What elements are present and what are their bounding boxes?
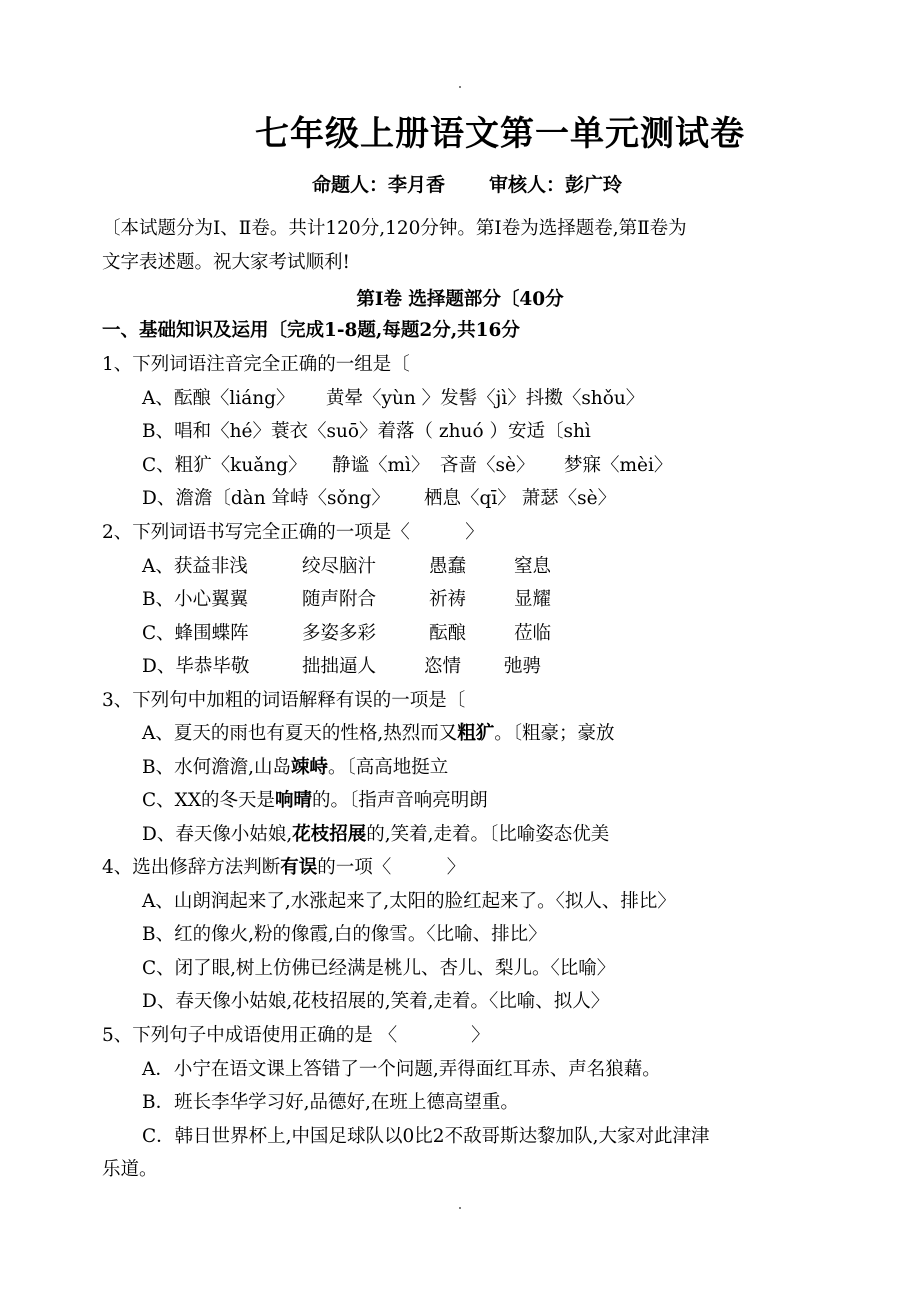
q2-a-1: A、获益非浅 — [142, 556, 248, 577]
q2-a-4: 窒息 — [514, 556, 552, 577]
q1-c-part1: C、粗犷〈kuǎng〉 — [142, 455, 307, 476]
q1-c-part4: 梦寐〈mèi〉 — [564, 455, 673, 476]
q2-a-2: 绞尽脑汁 — [302, 556, 377, 577]
q3-c-post: 的。〔指声音响亮明朗 — [312, 790, 488, 811]
q2-option-a — [142, 554, 551, 580]
q4-stem-post: 的一项〈 〉 — [317, 857, 466, 878]
q1-d-part2: 栖息〈qī〉 萧瑟〈sè〉 — [424, 488, 617, 509]
q2-c-3: 酝酿 — [429, 623, 467, 644]
q2-b-1: B、小心翼翼 — [142, 589, 249, 610]
q3-d-bold: 花枝招展 — [292, 824, 367, 845]
q4-stem-pre: 4、选出修辞方法判断 — [102, 857, 281, 878]
q3-d-post: 的,笑着,走着。〔比喻姿态优美 — [366, 824, 610, 845]
q1-d-part1: D、澹澹〔dàn 耸峙〈sǒng〉 — [142, 488, 390, 509]
q2-d-3: 恣情 — [424, 656, 462, 677]
page-title: 七年级上册语文第一单元测试卷 — [255, 114, 745, 154]
q3-b-pre: B、水何澹澹,山岛 — [142, 757, 291, 778]
part1-heading: 一、基础知识及运用〔完成1-8题,每题2分,共16分 — [102, 320, 520, 341]
q3-c-pre: C、XX的冬天是 — [142, 790, 275, 811]
q3-stem: 3、下列句中加粗的词语解释有误的一项是〔 — [102, 690, 466, 711]
reviewer: 审核人：彭广玲 — [489, 174, 623, 196]
q3-a-pre: A、夏天的雨也有夏天的性格,热烈而又 — [142, 723, 458, 744]
q2-stem: 2、下列词语书写完全正确的一项是〈 〉 — [102, 522, 484, 543]
q3-b-post: 。〔高高地挺立 — [328, 757, 449, 778]
q3-a-post: 。〔粗豪；豪放 — [494, 723, 615, 744]
q2-b-2: 随声附合 — [302, 589, 377, 610]
bottom-dot — [459, 1207, 461, 1209]
q5-option-b: B．班长李华学习好,品德好,在班上德高望重。 — [142, 1092, 519, 1113]
q4-option-d: D、春天像小姑娘,花枝招展的,笑着,走着。〈比喻、拟人〉 — [142, 991, 610, 1012]
q2-c-4: 莅临 — [514, 623, 552, 644]
q3-option-d — [142, 822, 609, 848]
intro-line-2: 文字表述题。祝大家考试顺利! — [102, 252, 350, 273]
q2-b-3: 祈祷 — [429, 589, 467, 610]
q4-option-c: C、闭了眼,树上仿佛已经满是桃儿、杏儿、梨儿。〈比喻〉 — [142, 958, 616, 979]
q5-option-c-line2: 乐道。 — [102, 1159, 158, 1180]
q2-b-4: 显耀 — [514, 589, 552, 610]
q1-a-part1: A、酝酿〈liáng〉 — [142, 388, 295, 409]
q1-option-a — [142, 386, 644, 412]
q3-option-b — [142, 755, 448, 781]
q1-option-b — [142, 419, 591, 445]
q4-stem-bold: 有误 — [280, 857, 318, 878]
q3-b-bold: 竦峙 — [290, 757, 328, 778]
q1-option-c — [142, 453, 672, 479]
q2-a-3: 愚蠢 — [429, 556, 467, 577]
q4-option-a: A、山朗润起来了,水涨起来了,太阳的脸红起来了。〈拟人、排比〉 — [142, 891, 676, 912]
section1-title: 第Ⅰ卷 选择题部分〔40分 — [356, 289, 564, 310]
q2-d-4: 弛骋 — [504, 656, 542, 677]
q1-c-part2: 静谧〈mì〉 — [332, 455, 430, 476]
q1-a-part2: 黄晕〈yùn 〉发髻〈jì〉抖擞〈shǒu〉 — [326, 388, 645, 409]
q3-d-pre: D、春天像小姑娘, — [142, 824, 293, 845]
q1-option-d — [142, 486, 616, 512]
q3-option-a — [142, 721, 615, 747]
intro-line-1: 〔本试题分为Ⅰ、Ⅱ卷。共计120分,120分钟。第Ⅰ卷为选择题卷,第Ⅱ卷为 — [102, 218, 687, 239]
q1-b-part1: B、唱和〈hé〉蓑衣〈suō〉着落（ zhuó ）安适〔shì — [142, 421, 591, 442]
q2-d-2: 拙拙逼人 — [302, 656, 377, 677]
setter: 命题人：李月香 — [312, 174, 446, 196]
q5-option-c-line1: C．韩日世界杯上,中国足球队以0比2不敌哥斯达黎加队,大家对此津津 — [142, 1126, 710, 1147]
q3-option-c — [142, 788, 488, 814]
q2-d-1: D、毕恭毕敬 — [142, 656, 250, 677]
q1-c-part3: 吝啬〈sè〉 — [440, 455, 535, 476]
q1-stem: 1、下列词语注音完全正确的一组是〔 — [102, 354, 410, 375]
top-dot — [459, 86, 461, 88]
authors-line — [312, 170, 622, 197]
q2-option-d — [142, 654, 541, 680]
q2-option-c — [142, 621, 551, 647]
q5-stem: 5、下列句子中成语使用正确的是 〈 〉 — [102, 1025, 490, 1046]
q4-option-b: B、红的像火,粉的像霞,白的像雪。〈比喻、排比〉 — [142, 924, 547, 945]
q3-a-bold: 粗犷 — [457, 723, 495, 744]
q3-c-bold: 响晴 — [275, 790, 313, 811]
q4-stem — [102, 855, 465, 881]
q2-c-2: 多姿多彩 — [302, 623, 377, 644]
q2-option-b — [142, 587, 551, 613]
q2-c-1: C、蜂围蝶阵 — [142, 623, 249, 644]
q5-option-a: A．小宁在语文课上答错了一个问题,弄得面红耳赤、声名狼藉。 — [142, 1059, 661, 1080]
